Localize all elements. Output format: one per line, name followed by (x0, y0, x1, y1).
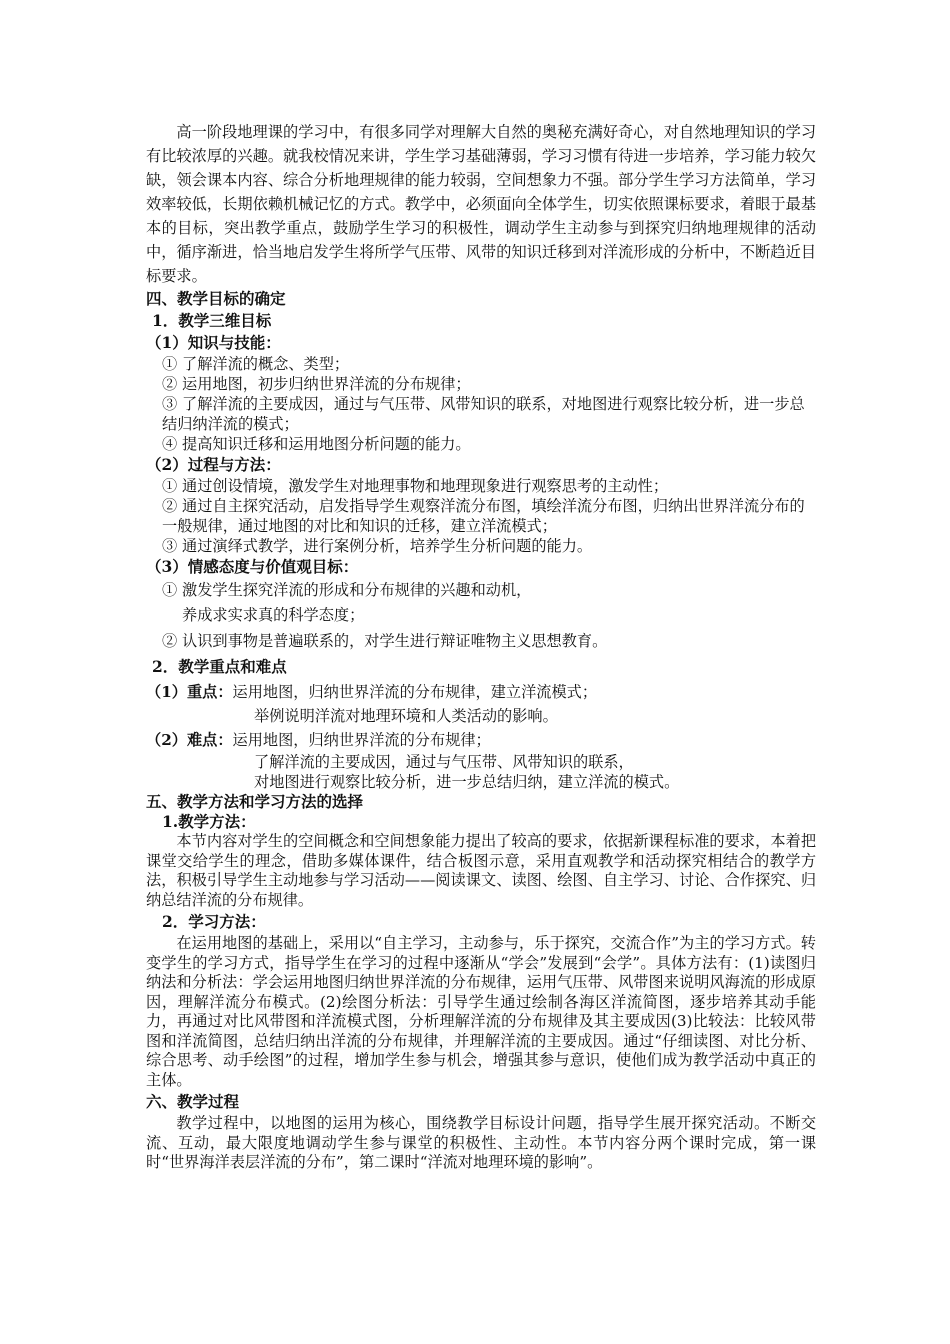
knowledge-item-2: ② 运用地图，初步归纳世界洋流的分布规律； (162, 375, 471, 393)
process-item-3: ③ 通过演绎式教学，进行案例分析，培养学生分析问题的能力。 (162, 537, 593, 555)
intro-paragraph: 高一阶段地理课的学习中，有很多同学对理解大自然的奥秘充满好奇心，对自然地理知识的学习有比较浓厚的兴趣。就我校情况来讲，学生学习基础薄弱，学习习惯有待进一步培养，学习能力较欠缺，领会课本内容、综合分析地理规律的能力较弱，空间想象力不强。部分学生学习方法简单，学习效率较低，长期依赖机械记忆的方式。教学中，必须面向全体学生，切实依照课标要求，着眼于最基本的目标，突出教学重点，鼓励学生学习的积极性，调动学生主动参与到探究归纳地理规律的活动中，循序渐进，恰当地启发学生将所学气压带、风带的知识迁移到对洋流形成的分析中，不断趋近目标要求。 (146, 123, 816, 285)
knowledge-item-4: ④ 提高知识迁移和运用地图分析问题的能力。 (162, 435, 471, 453)
process-title: （2）过程与方法： (146, 455, 281, 474)
section4-sub2: 2．教学重点和难点 (152, 657, 287, 676)
key-row (146, 680, 816, 704)
difficult-label: （2）难点： (146, 731, 233, 749)
section5-title: 五、教学方法和学习方法的选择 (146, 792, 364, 811)
section5-sub2: 2．学习方法： (162, 912, 266, 931)
key-label: （1）重点： (146, 683, 233, 701)
difficult-line-1: 运用地图，归纳世界洋流的分布规律； (232, 731, 491, 749)
section6-para: 教学过程中，以地图的运用为核心，围绕教学目标设计问题，指导学生展开探究活动。不断交流、互动，最大限度地调动学生参与课堂的积极性、主动性。本节内容分两个课时完成，第一课时“世界海洋表层洋流的分布”，第二课时“洋流对地理环境的影响”。 (146, 1114, 816, 1171)
difficult-line-2: 了解洋流的主要成因，通过与气压带、风带知识的联系， (254, 753, 634, 771)
process-item-2: ② 通过自主探究活动，启发指导学生观察洋流分布图，填绘洋流分布图，归纳出世界洋流分布的一般规律，通过地图的对比和知识的迁移，建立洋流模式； (162, 497, 805, 535)
document-page (146, 120, 816, 1173)
emotion-title: （3）情感态度与价值观目标： (146, 557, 359, 576)
process-item-1: ① 通过创设情境，激发学生对地理事物和地理现象进行观察思考的主动性； (162, 477, 669, 495)
knowledge-item-1: ① 了解洋流的概念、类型； (162, 355, 350, 373)
knowledge-title: （1）知识与技能： (146, 333, 281, 352)
emotion-item-1-cont: 养成求实求真的科学态度； (182, 606, 365, 624)
difficult-row (146, 728, 816, 752)
section5-para1: 本节内容对学生的空间概念和空间想象能力提出了较高的要求，依据新课程标准的要求，本着把课堂交给学生的理念，借助多媒体课件，结合板图示意，采用直观教学和活动探究相结合的教学方法，积极引导学生主动地参与学习活动——阅读课文、读图、绘图、自主学习、讨论、合作探究、归纳总结洋流的分布规律。 (146, 832, 816, 909)
section6-title: 六、教学过程 (146, 1092, 240, 1111)
difficult-line-3: 对地图进行观察比较分析，进一步总结归纳，建立洋流的模式。 (254, 773, 680, 791)
key-line-1: 运用地图，归纳世界洋流的分布规律，建立洋流模式； (232, 683, 598, 701)
emotion-item-2: ② 认识到事物是普遍联系的，对学生进行辩证唯物主义思想教育。 (162, 632, 608, 650)
section5-sub1: 1.教学方法： (162, 812, 256, 831)
section4-sub1: 1．教学三维目标 (152, 311, 272, 330)
knowledge-item-3: ③ 了解洋流的主要成因，通过与气压带、风带知识的联系，对地图进行观察比较分析，进一步总结归纳洋流的模式； (162, 395, 805, 433)
section5-para2: 在运用地图的基础上，采用以“自主学习，主动参与，乐于探究，交流合作”为主的学习方式。转变学生的学习方式，指导学生在学习的过程中逐渐从“学会”发展到“会学”。具体方法有：(1)读图归纳法和分析法：学会运用地图归纳世界洋流的分布规律，运用气压带、风带图来说明风海流的形成原因，理解洋流分布模式。(2)绘图分析法：引导学生通过绘制各海区洋流简图，逐步培养其动手能力，再通过对比风带图和洋流模式图，分析理解洋流的分布规律及其主要成因(3)比较法：比较风带图和洋流简图，总结归纳出洋流的分布规律，并理解洋流的主要成因。通过“仔细读图、对比分析、综合思考、动手绘图”的过程，增加学生参与机会，增强其参与意识，使他们成为教学活动中真正的主体。 (146, 934, 816, 1089)
emotion-item-1: ① 激发学生探究洋流的形成和分布规律的兴趣和动机， (162, 581, 532, 599)
key-line-2: 举例说明洋流对地理环境和人类活动的影响。 (254, 707, 558, 725)
section4-title: 四、教学目标的确定 (146, 289, 286, 308)
